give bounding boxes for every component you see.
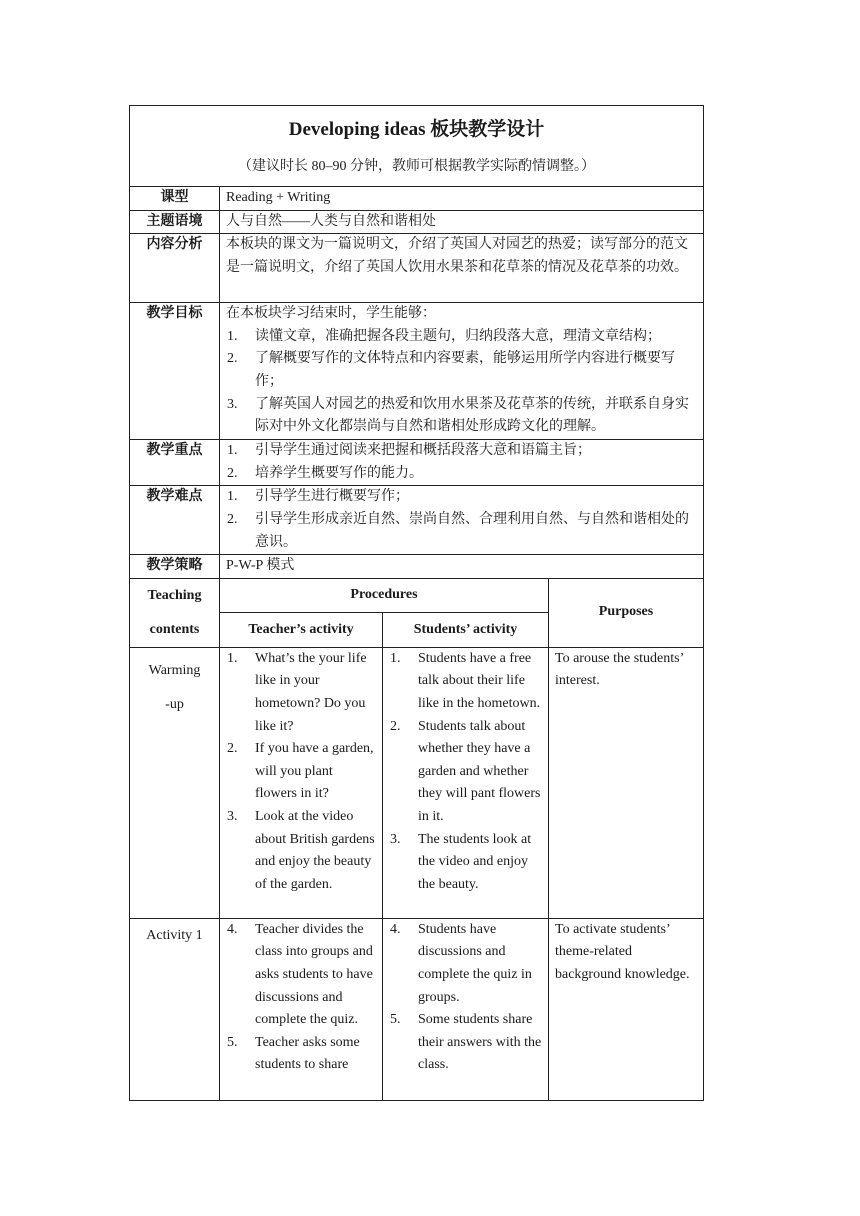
item-number: 1. xyxy=(227,489,238,505)
item-text: Students have a free talk about their life like in the hometown. xyxy=(418,650,541,711)
table-row xyxy=(130,647,704,918)
list-item xyxy=(226,648,376,738)
stage-cell xyxy=(130,918,220,1100)
analysis-label: 内容分析 xyxy=(130,234,220,303)
row-content-analysis xyxy=(130,234,704,303)
item-text: Students talk about whether they have a garden and whether they will pant flowers in it. xyxy=(418,718,541,824)
item-text: 了解概要写作的文体特点和内容要素，能够运用所学内容进行概要写作； xyxy=(255,351,675,389)
document-title: Developing ideas 板块教学设计 xyxy=(288,119,545,140)
row-course-type xyxy=(130,187,704,211)
table-row xyxy=(130,918,704,1100)
list-item xyxy=(226,440,697,463)
item-text: 引导学生进行概要写作； xyxy=(255,489,409,505)
stage-cell xyxy=(130,647,220,918)
key-points-cell xyxy=(220,440,704,486)
objectives-list xyxy=(226,326,697,439)
teaching-label: Teaching xyxy=(147,587,202,603)
item-number: 2. xyxy=(227,511,238,527)
list-item xyxy=(389,716,542,829)
item-text: 引导学生形成亲近自然、崇尚自然、合理利用自然、与自然和谐相处的意识。 xyxy=(255,511,689,550)
stage-label: Activity 1 xyxy=(146,927,203,943)
key-points-list xyxy=(226,440,697,485)
list-item xyxy=(226,326,697,349)
strategy-value: P-W-P 模式 xyxy=(220,555,704,579)
item-text: Teacher divides the class into groups and asks students to have discussions and complete the quiz. xyxy=(255,921,373,1028)
lesson-plan-table xyxy=(129,105,704,1101)
item-text: 了解英国人对园艺的热爱和饮用水果茶及花草茶的传统，并联系自身实际对中外文化都崇尚与自然和谐相处形成跨文化的理解。 xyxy=(255,396,689,435)
item-number: 1. xyxy=(227,328,238,344)
item-number: 1. xyxy=(227,650,238,666)
difficulties-cell xyxy=(220,486,704,555)
item-text: 引导学生通过阅读来把握和概括段落大意和语篇主旨； xyxy=(255,443,591,459)
row-theme xyxy=(130,210,704,234)
item-text: Some students share their answers with the class. xyxy=(418,1012,542,1073)
row-difficulties xyxy=(130,486,704,555)
duration-note: （建议时长 80–90 分钟，教师可根据教学实际酌情调整。） xyxy=(238,159,595,174)
students-activity-list xyxy=(389,648,542,897)
item-text: If you have a garden, will you plant flowers in it? xyxy=(255,741,374,802)
title-row xyxy=(130,106,704,187)
list-item xyxy=(226,463,697,486)
item-number: 3. xyxy=(390,831,401,847)
item-number: 5. xyxy=(227,1034,238,1050)
contents-label: contents xyxy=(149,621,200,637)
course-type-label: 课型 xyxy=(130,187,220,211)
list-item xyxy=(389,829,542,897)
row-key-points xyxy=(130,440,704,486)
strategy-label: 教学策略 xyxy=(130,555,220,579)
list-item xyxy=(389,919,542,1009)
course-type-value: Reading + Writing xyxy=(220,187,704,211)
procedure-header-row xyxy=(130,578,704,613)
teacher-activity-header: Teacher’s activity xyxy=(220,613,383,648)
item-text: Students have discussions and complete the quiz in groups. xyxy=(418,921,532,1005)
students-activity-cell xyxy=(383,918,549,1100)
item-text: The students look at the video and enjoy the beauty. xyxy=(418,831,532,892)
item-text: Look at the video about British gardens and enjoy the beauty of the garden. xyxy=(255,808,375,892)
objectives-label: 教学目标 xyxy=(130,303,220,440)
item-number: 2. xyxy=(227,351,238,367)
difficulties-label: 教学难点 xyxy=(130,486,220,555)
list-item xyxy=(389,648,542,716)
students-activity-list xyxy=(389,919,542,1077)
theme-value: 人与自然——人类与自然和谐相处 xyxy=(220,210,704,234)
item-text: What’s the your life like in your hometown? Do you like it? xyxy=(255,650,367,734)
item-number: 4. xyxy=(390,921,401,937)
row-objectives xyxy=(130,303,704,440)
teacher-activity-list xyxy=(226,648,376,897)
list-item xyxy=(226,919,376,1032)
list-item xyxy=(226,394,697,439)
list-item xyxy=(226,509,697,554)
item-text: 读懂文章，准确把握各段主题句，归纳段落大意，理清文章结构； xyxy=(255,328,661,344)
row-strategy xyxy=(130,555,704,579)
theme-label: 主题语境 xyxy=(130,210,220,234)
analysis-value: 本板块的课文为一篇说明文，介绍了英国人对园艺的热爱；读写部分的范文是一篇说明文，介绍了英国人饮用水果茶和花草茶的情况及花草茶的功效。 xyxy=(220,234,704,303)
teacher-activity-cell xyxy=(220,647,383,918)
item-text: 培养学生概要写作的能力。 xyxy=(255,465,423,481)
students-activity-cell xyxy=(383,647,549,918)
item-number: 2. xyxy=(227,741,238,757)
list-item xyxy=(226,806,376,896)
item-text: Teacher asks some students to share xyxy=(255,1034,360,1073)
item-number: 4. xyxy=(227,921,238,937)
item-number: 5. xyxy=(390,1012,401,1028)
list-item xyxy=(226,738,376,806)
item-number: 1. xyxy=(227,443,238,459)
title-cell xyxy=(130,106,704,187)
item-number: 2. xyxy=(390,718,401,734)
procedures-header: Procedures xyxy=(220,578,549,613)
list-item xyxy=(226,348,697,393)
objectives-intro: 在本板块学习结束时，学生能够： xyxy=(226,306,436,322)
purpose-cell: To arouse the students’ interest. xyxy=(549,647,704,918)
list-item xyxy=(226,1032,376,1077)
list-item xyxy=(389,1009,542,1077)
key-points-label: 教学重点 xyxy=(130,440,220,486)
stage-label-cont: -up xyxy=(165,696,184,712)
list-item xyxy=(226,486,697,509)
item-number: 3. xyxy=(227,808,238,824)
teacher-activity-cell xyxy=(220,918,383,1100)
stage-label: Warming xyxy=(148,662,201,678)
teaching-contents-header xyxy=(130,578,220,647)
item-number: 2. xyxy=(227,465,238,481)
objectives-cell xyxy=(220,303,704,440)
purpose-cell: To activate students’ theme-related background knowledge. xyxy=(549,918,704,1100)
difficulties-list xyxy=(226,486,697,554)
item-number: 3. xyxy=(227,396,238,412)
purposes-header: Purposes xyxy=(549,578,704,647)
students-activity-header: Students’ activity xyxy=(383,613,549,648)
item-number: 1. xyxy=(390,650,401,666)
teacher-activity-list xyxy=(226,919,376,1077)
